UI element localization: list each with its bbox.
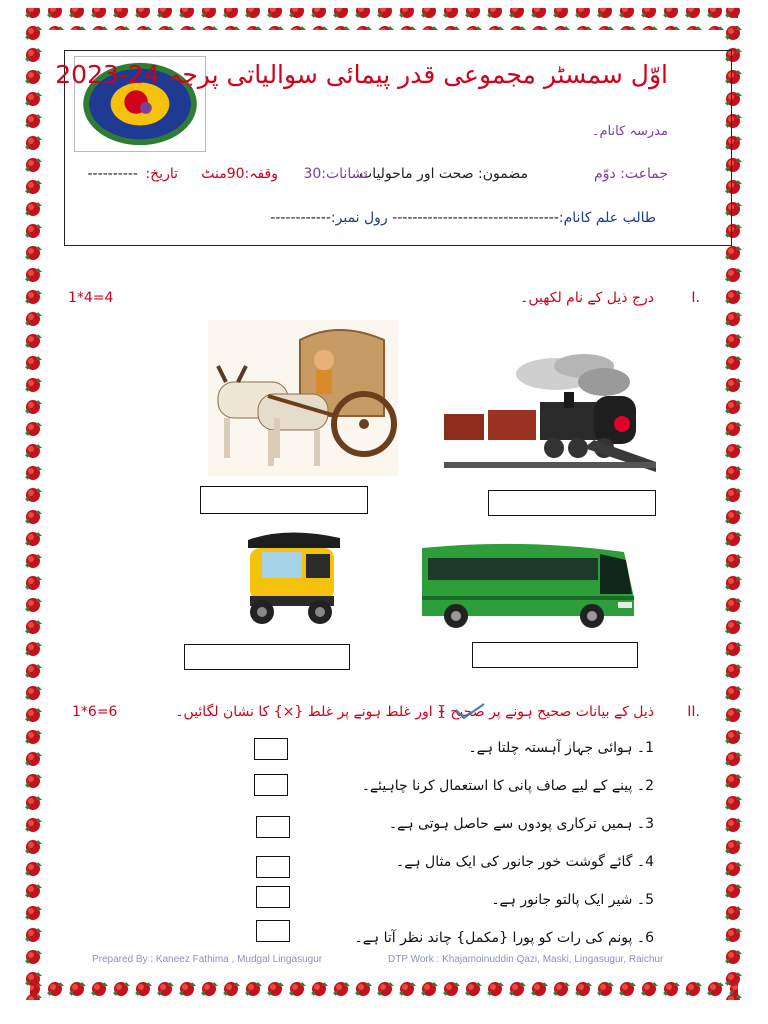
roll-number-blank: ------------ xyxy=(270,210,331,226)
student-name-label: طالب علم کانام: xyxy=(558,210,656,226)
section-2-number: II. xyxy=(687,704,700,720)
auto-rickshaw-image xyxy=(236,526,346,630)
section-1-number: I. xyxy=(691,290,700,306)
green-bus-image xyxy=(414,538,640,630)
decorative-border-top xyxy=(0,0,768,36)
tick-box-1[interactable] xyxy=(254,738,288,760)
answer-box-bus[interactable] xyxy=(472,642,638,668)
statement-1: 1۔ ہوائی جہاز آہستہ چلتا ہے۔ xyxy=(468,740,654,756)
subject-label: مضمون: صحت اور ماحولیات xyxy=(359,166,528,182)
tick-box-2[interactable] xyxy=(254,774,288,796)
decorative-border-bottom xyxy=(0,978,768,1024)
student-name-blank: --------------------------------- xyxy=(392,210,559,226)
answer-box-bullock-cart[interactable] xyxy=(200,486,368,514)
steam-train-image xyxy=(444,352,656,478)
section-2-marks: 1*6=6 xyxy=(72,704,118,720)
decorative-border-left xyxy=(0,0,46,1024)
check-mark-icon xyxy=(452,700,488,720)
statement-5: 5۔ شیر ایک پالتو جانور ہے۔ xyxy=(491,892,654,908)
footer-prepared-by: Prepared By : Kaneez Fathima , Mudgal Lingasugur xyxy=(92,954,323,965)
answer-box-auto-rickshaw[interactable] xyxy=(184,644,350,670)
class-label: جماعت: دوّم xyxy=(594,166,668,182)
section-2-question-part-1: ذیل کے بیانات صحیح ہونے پر صحیح { xyxy=(437,704,654,720)
roll-number-label: رول نمبر: xyxy=(330,210,388,226)
section-1-question: درج ذیل کے نام لکھیں۔ xyxy=(520,290,654,306)
answer-box-train[interactable] xyxy=(488,490,656,516)
marks-label: نشانات:30 xyxy=(303,166,368,182)
tick-box-5[interactable] xyxy=(256,886,290,908)
student-row xyxy=(270,210,656,226)
date-blank: ---------- xyxy=(87,166,138,182)
date-label: تاریخ: xyxy=(145,166,178,182)
statement-2: 2۔ پینے کے لیے صاف پانی کا استعمال کرنا چاہیئے۔ xyxy=(361,778,654,794)
bullock-cart-image xyxy=(208,320,398,476)
section-2-question-part-2: } اور غلط ہونے پر غلط {×} کا نشان لگائیں۔ xyxy=(175,704,446,720)
statement-4: 4۔ گائے گوشت خور جانور کی ایک مثال ہے۔ xyxy=(395,854,654,870)
section-1-marks: 1*4=4 xyxy=(68,290,114,306)
tick-box-3[interactable] xyxy=(256,816,290,838)
statement-3: 3۔ ہمیں ترکاری پودوں سے حاصل ہوتی ہے۔ xyxy=(388,816,654,832)
tick-box-6[interactable] xyxy=(256,920,290,942)
paper-title: اوّل سمسٹر مجموعی قدر پیمائی سوالیاتی پرچہ 24-2023 xyxy=(55,60,668,89)
footer-dtp-work: DTP Work : Khajamoinuddin Qazi, Maski, Lingasugur, Raichur xyxy=(388,954,664,965)
school-name-label: مدرسہ کانام۔ xyxy=(591,124,668,139)
time-label: وقفہ:90منٹ xyxy=(201,166,278,182)
tick-box-4[interactable] xyxy=(256,856,290,878)
statement-6: 6۔ پونم کی رات کو پورا {مکمل} چاند نظر آتا ہے۔ xyxy=(354,930,654,946)
